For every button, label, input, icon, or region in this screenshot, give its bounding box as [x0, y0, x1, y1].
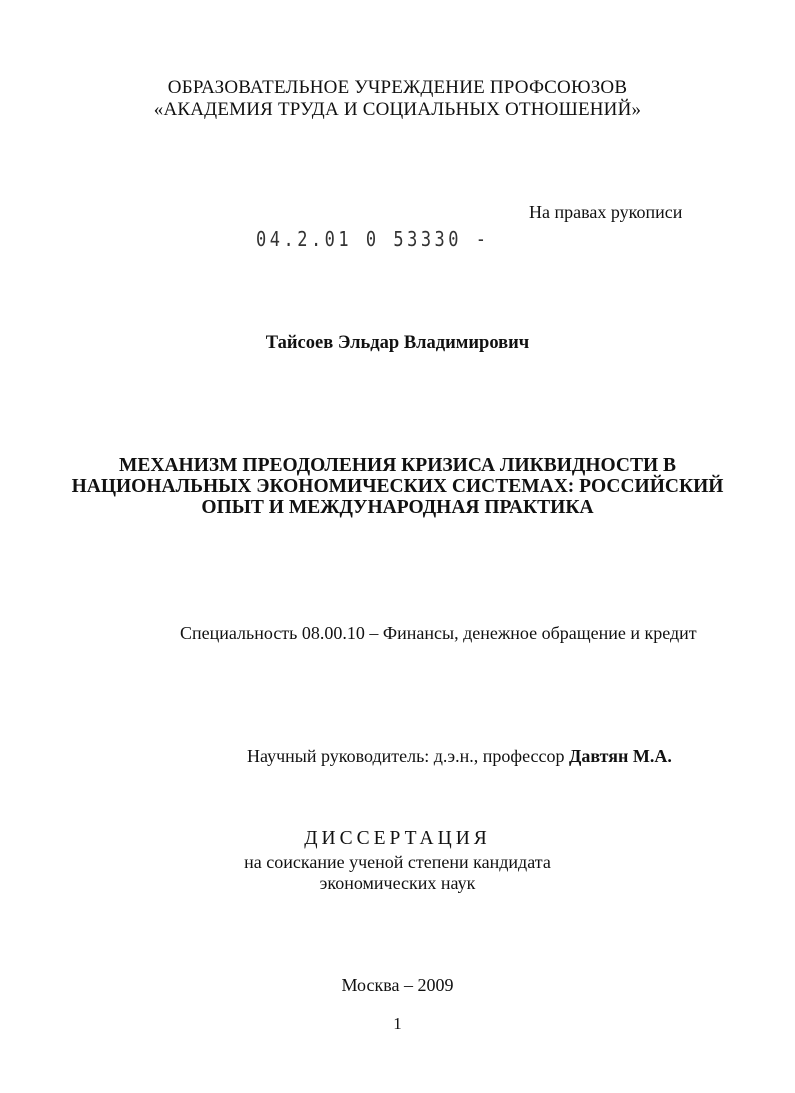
thesis-title-line-3: ОПЫТ И МЕЖДУНАРОДНАЯ ПРАКТИКА [201, 497, 594, 518]
author-name: Тайсоев Эльдар Владимирович [265, 333, 530, 353]
city-year: Москва – 2009 [341, 975, 454, 995]
page-number: 1 [393, 1014, 402, 1033]
degree-line-1: на соискание ученой степени кандидата [244, 852, 551, 872]
institution-line-1: ОБРАЗОВАТЕЛЬНОЕ УЧРЕЖДЕНИЕ ПРОФСОЮЗОВ [167, 77, 628, 98]
institution-line-2: «АКАДЕМИЯ ТРУДА И СОЦИАЛЬНЫХ ОТНОШЕНИЙ» [153, 99, 642, 120]
dissertation-heading: ДИССЕРТАЦИЯ [304, 828, 491, 849]
registration-stamp-number: 04.2.01 0 53330 - [256, 228, 490, 252]
specialty: Специальность 08.00.10 – Финансы, денежное обращение и кредит [180, 623, 697, 643]
supervisor [247, 746, 672, 767]
thesis-title-line-1: МЕХАНИЗМ ПРЕОДОЛЕНИЯ КРИЗИСА ЛИКВИДНОСТИ В [118, 455, 677, 476]
thesis-title-line-2: НАЦИОНАЛЬНЫХ ЭКОНОМИЧЕСКИХ СИСТЕМАХ: РОССИЙСКИЙ [71, 476, 724, 497]
supervisor-name: Давтян М.А. [569, 746, 672, 766]
supervisor-prefix: Научный руководитель: д.э.н., профессор [247, 746, 570, 766]
manuscript-rights: На правах рукописи [529, 202, 683, 222]
degree-line-2: экономических наук [319, 873, 476, 893]
